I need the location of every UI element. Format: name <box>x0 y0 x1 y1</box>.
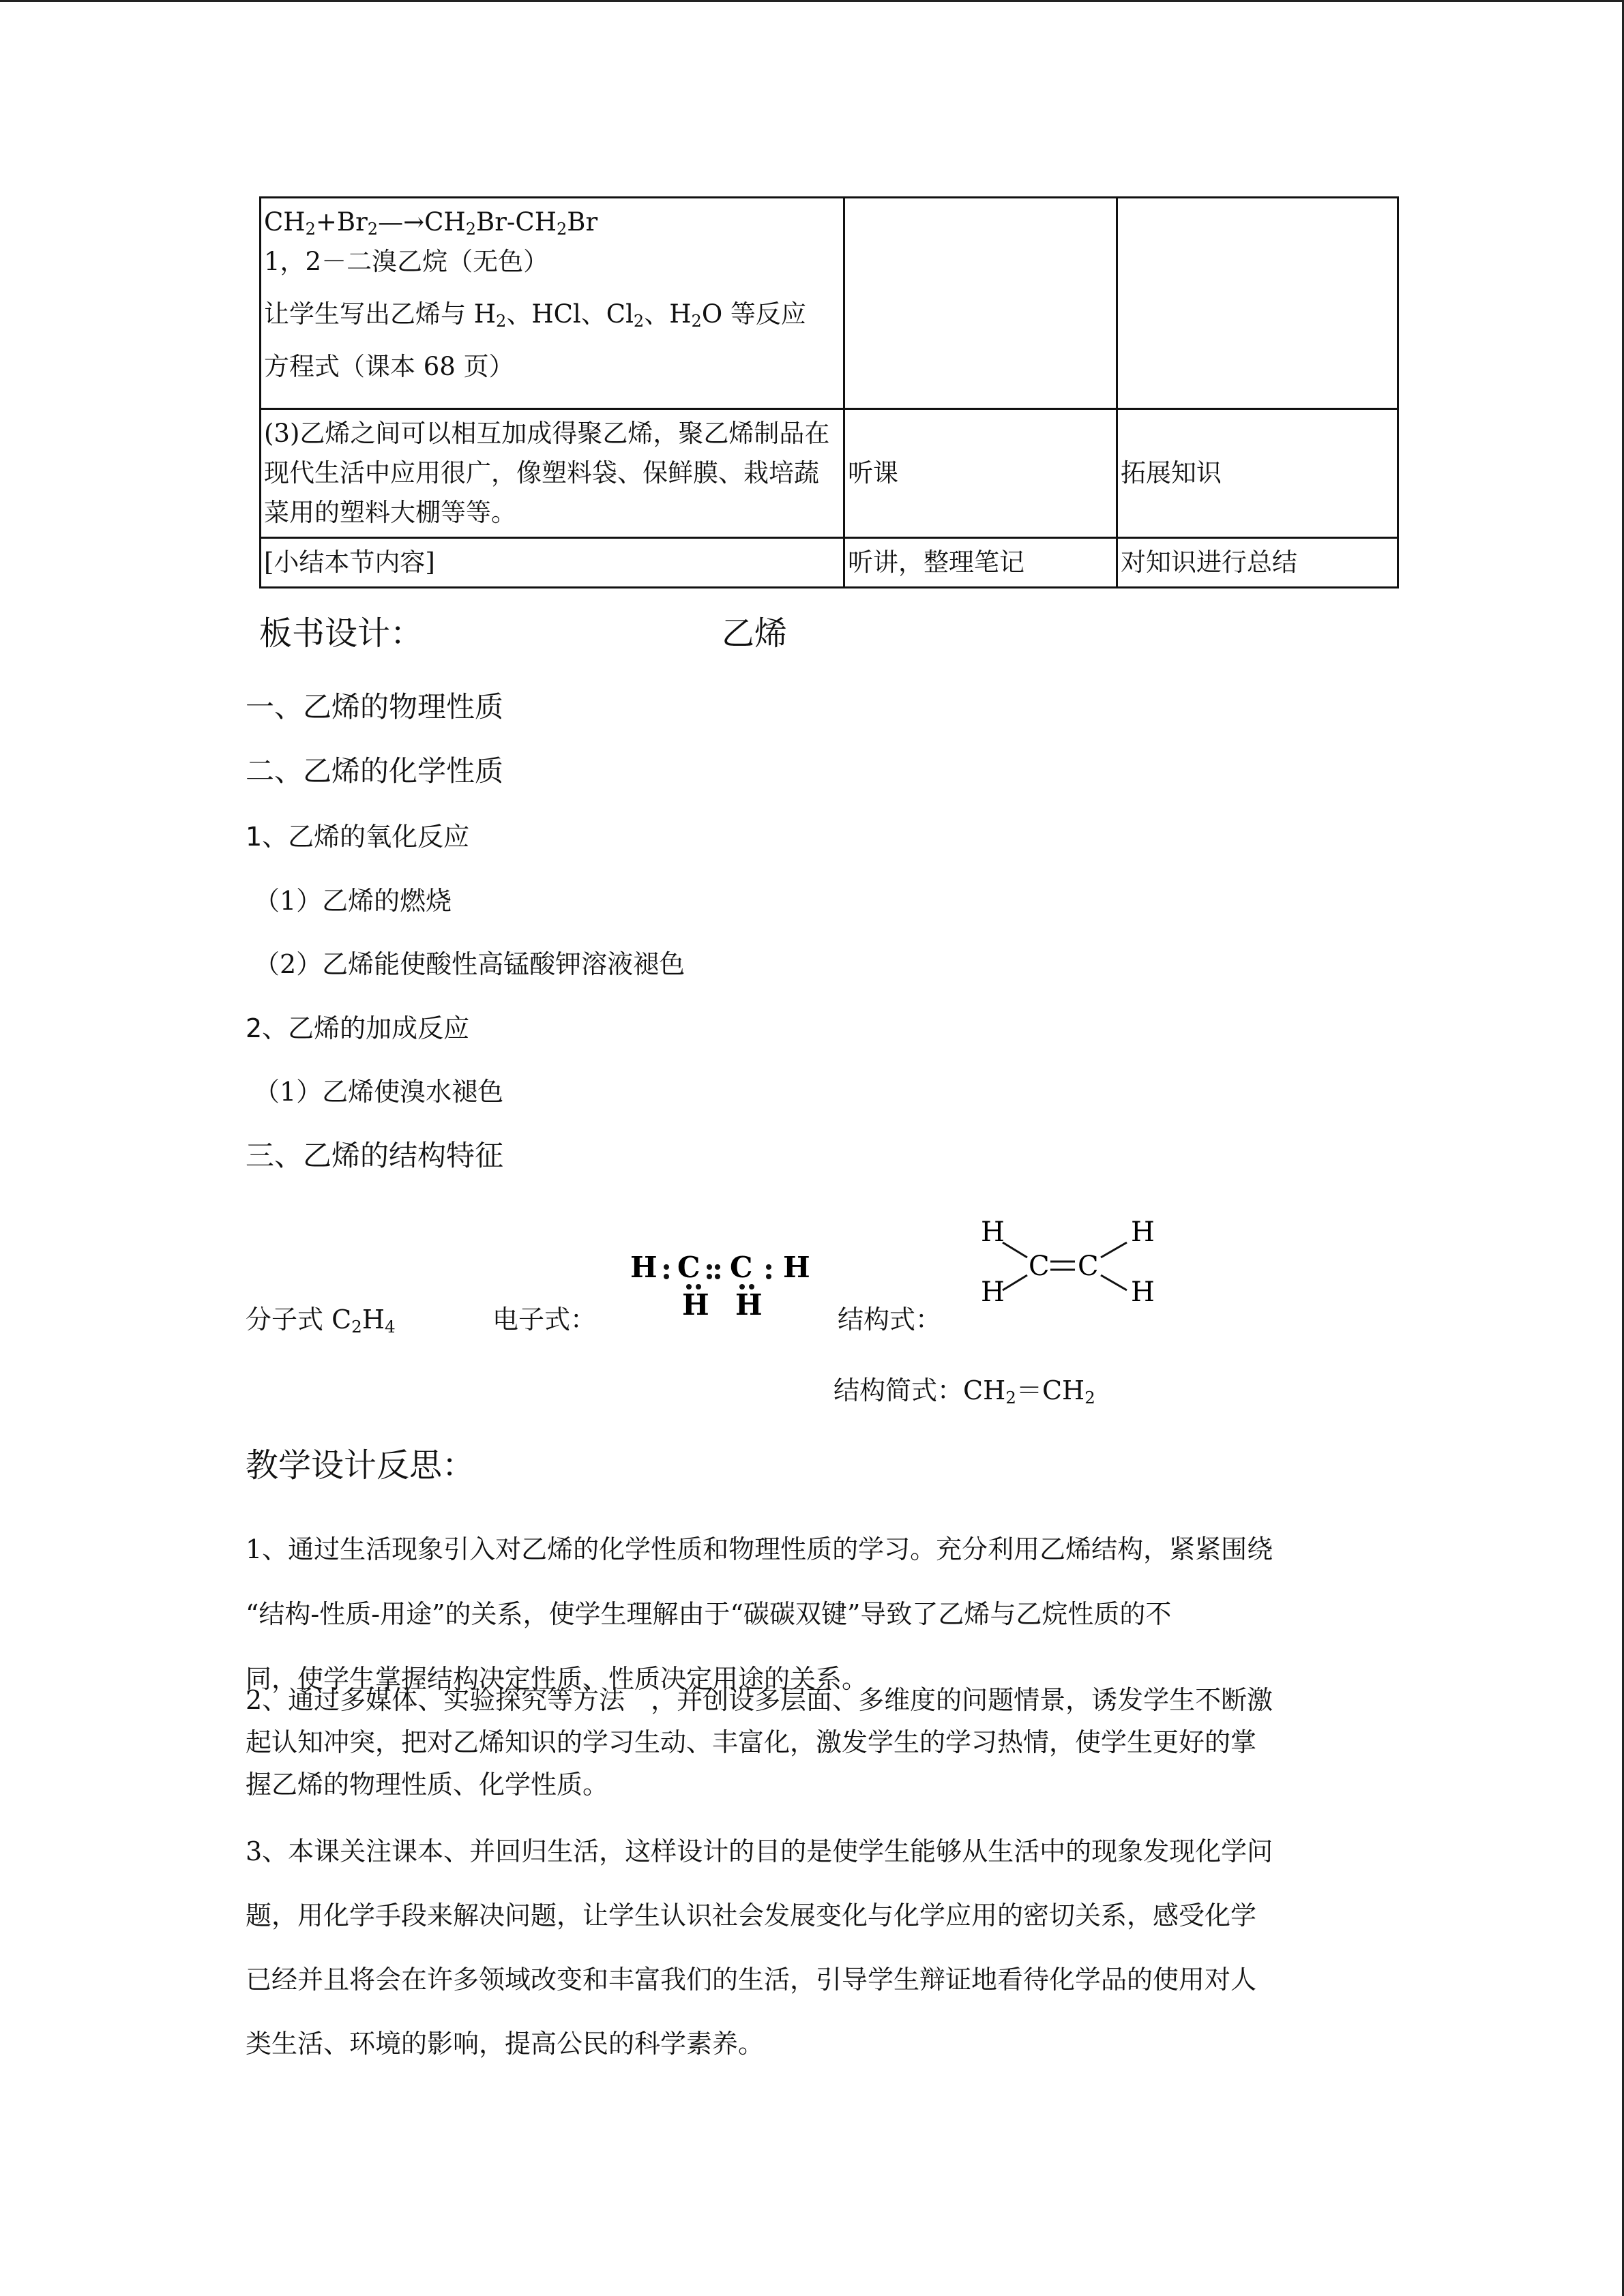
atom-h: H <box>1131 1277 1155 1308</box>
table-row <box>261 198 1398 409</box>
section-heading: 一、乙烯的物理性质 <box>246 690 504 724</box>
molecular-formula: 分子式 $C_2H_4$ <box>246 1304 396 1337</box>
reflection-paragraph-2: 2、通过多媒体、实验探究等方法 ，并创设多层面、多维度的问题情景，诱发学生不断激 起认知冲突，把对乙烯知识的学习生动、丰富化，激发学生的学习热情，使学生更好的掌 握乙烯的物理性质、化学性质。 <box>246 1685 1273 1800</box>
atom-h: H <box>981 1217 1005 1248</box>
list-item: （1）乙烯的燃烧 <box>254 886 452 916</box>
electron-formula-diagram <box>628 1241 818 1323</box>
table-cell: 对知识进行总结 <box>1117 538 1398 588</box>
board-design-label: 板书设计： <box>259 614 424 653</box>
subsection-heading: 2、乙烯的加成反应 <box>246 1013 470 1043</box>
board-design-title: 乙烯 <box>722 614 788 653</box>
list-item: （2）乙烯能使酸性高锰酸钾溶液褪色 <box>254 949 685 979</box>
subsection-heading: 1、乙烯的氧化反应 <box>246 822 470 852</box>
structural-formula-label: 结构式： <box>838 1304 942 1335</box>
table-cell: 拓展知识 <box>1117 409 1398 538</box>
atom-h: H <box>630 1251 658 1284</box>
atom-h: H <box>682 1288 709 1322</box>
table-row <box>261 538 1398 588</box>
atom-c: C <box>677 1251 700 1284</box>
table-cell <box>261 198 844 409</box>
simplified-structural-formula: 结构简式：$CH_2=CH_2$ <box>833 1375 1095 1408</box>
table-cell: 听讲，整理笔记 <box>844 538 1117 588</box>
atom-h: H <box>783 1251 810 1284</box>
atom-h: H <box>1131 1217 1155 1248</box>
table-cell: (3)乙烯之间可以相互加成得聚乙烯，聚乙烯制品在现代生活中应用很广，像塑料袋、保鲜膜、栽培蔬菜用的塑料大棚等等。 <box>261 409 844 538</box>
structural-formula-diagram <box>975 1214 1166 1316</box>
atom-h: H <box>981 1277 1005 1308</box>
lesson-table <box>259 196 1399 588</box>
table-row <box>261 409 1398 538</box>
reflection-title: 教学设计反思： <box>246 1446 475 1485</box>
electron-formula-label: 电子式： <box>492 1304 597 1335</box>
exercise-line: 让学生写出乙烯与 $H_2$、HCl、$Cl_2$、$H_2O$ 等反应 <box>264 299 806 331</box>
table-cell <box>1117 198 1398 409</box>
table-cell: 听课 <box>844 409 1117 538</box>
page-top-border <box>0 0 1624 2</box>
atom-c: C <box>1029 1251 1050 1282</box>
equation-line: $CH_2+Br_2—\to CH_2Br-CH_2Br$ <box>264 207 598 239</box>
table-cell <box>844 198 1117 409</box>
table-cell: [小结本节内容] <box>261 538 844 588</box>
exercise-line-2: 方程式（课本 68 页） <box>264 352 514 381</box>
section-heading: 三、乙烯的结构特征 <box>246 1139 504 1172</box>
section-heading: 二、乙烯的化学性质 <box>246 754 504 788</box>
atom-c: C <box>730 1251 753 1284</box>
atom-c: C <box>1078 1251 1099 1282</box>
reflection-paragraph-1: 1、通过生活现象引入对乙烯的化学性质和物理性质的学习。充分利用乙烯结构，紧紧围绕 “结构-性质-用途”的关系，使学生理解由于“碳碳双键”导致了乙烯与乙烷性质的不 同，使学生掌握结构决定性质、性质决定用途的关系。 <box>246 1534 1273 1694</box>
atom-h: H <box>735 1288 763 1322</box>
list-item: （1）乙烯使溴水褪色 <box>254 1077 504 1107</box>
reflection-paragraph-3: 3、本课关注课本、并回归生活，这样设计的目的是使学生能够从生活中的现象发现化学问 题，用化学手段来解决问题，让学生认识社会发展变化与化学应用的密切关系，感受化学 已经并且将会在许多领域改变和丰富我们的生活，引导学生辩证地看待化学品的使用对人 类生活、环境的影响，提高公民的科学素养。 <box>246 1836 1273 2059</box>
product-name: 1，2－二溴乙烷（无色） <box>264 247 549 276</box>
